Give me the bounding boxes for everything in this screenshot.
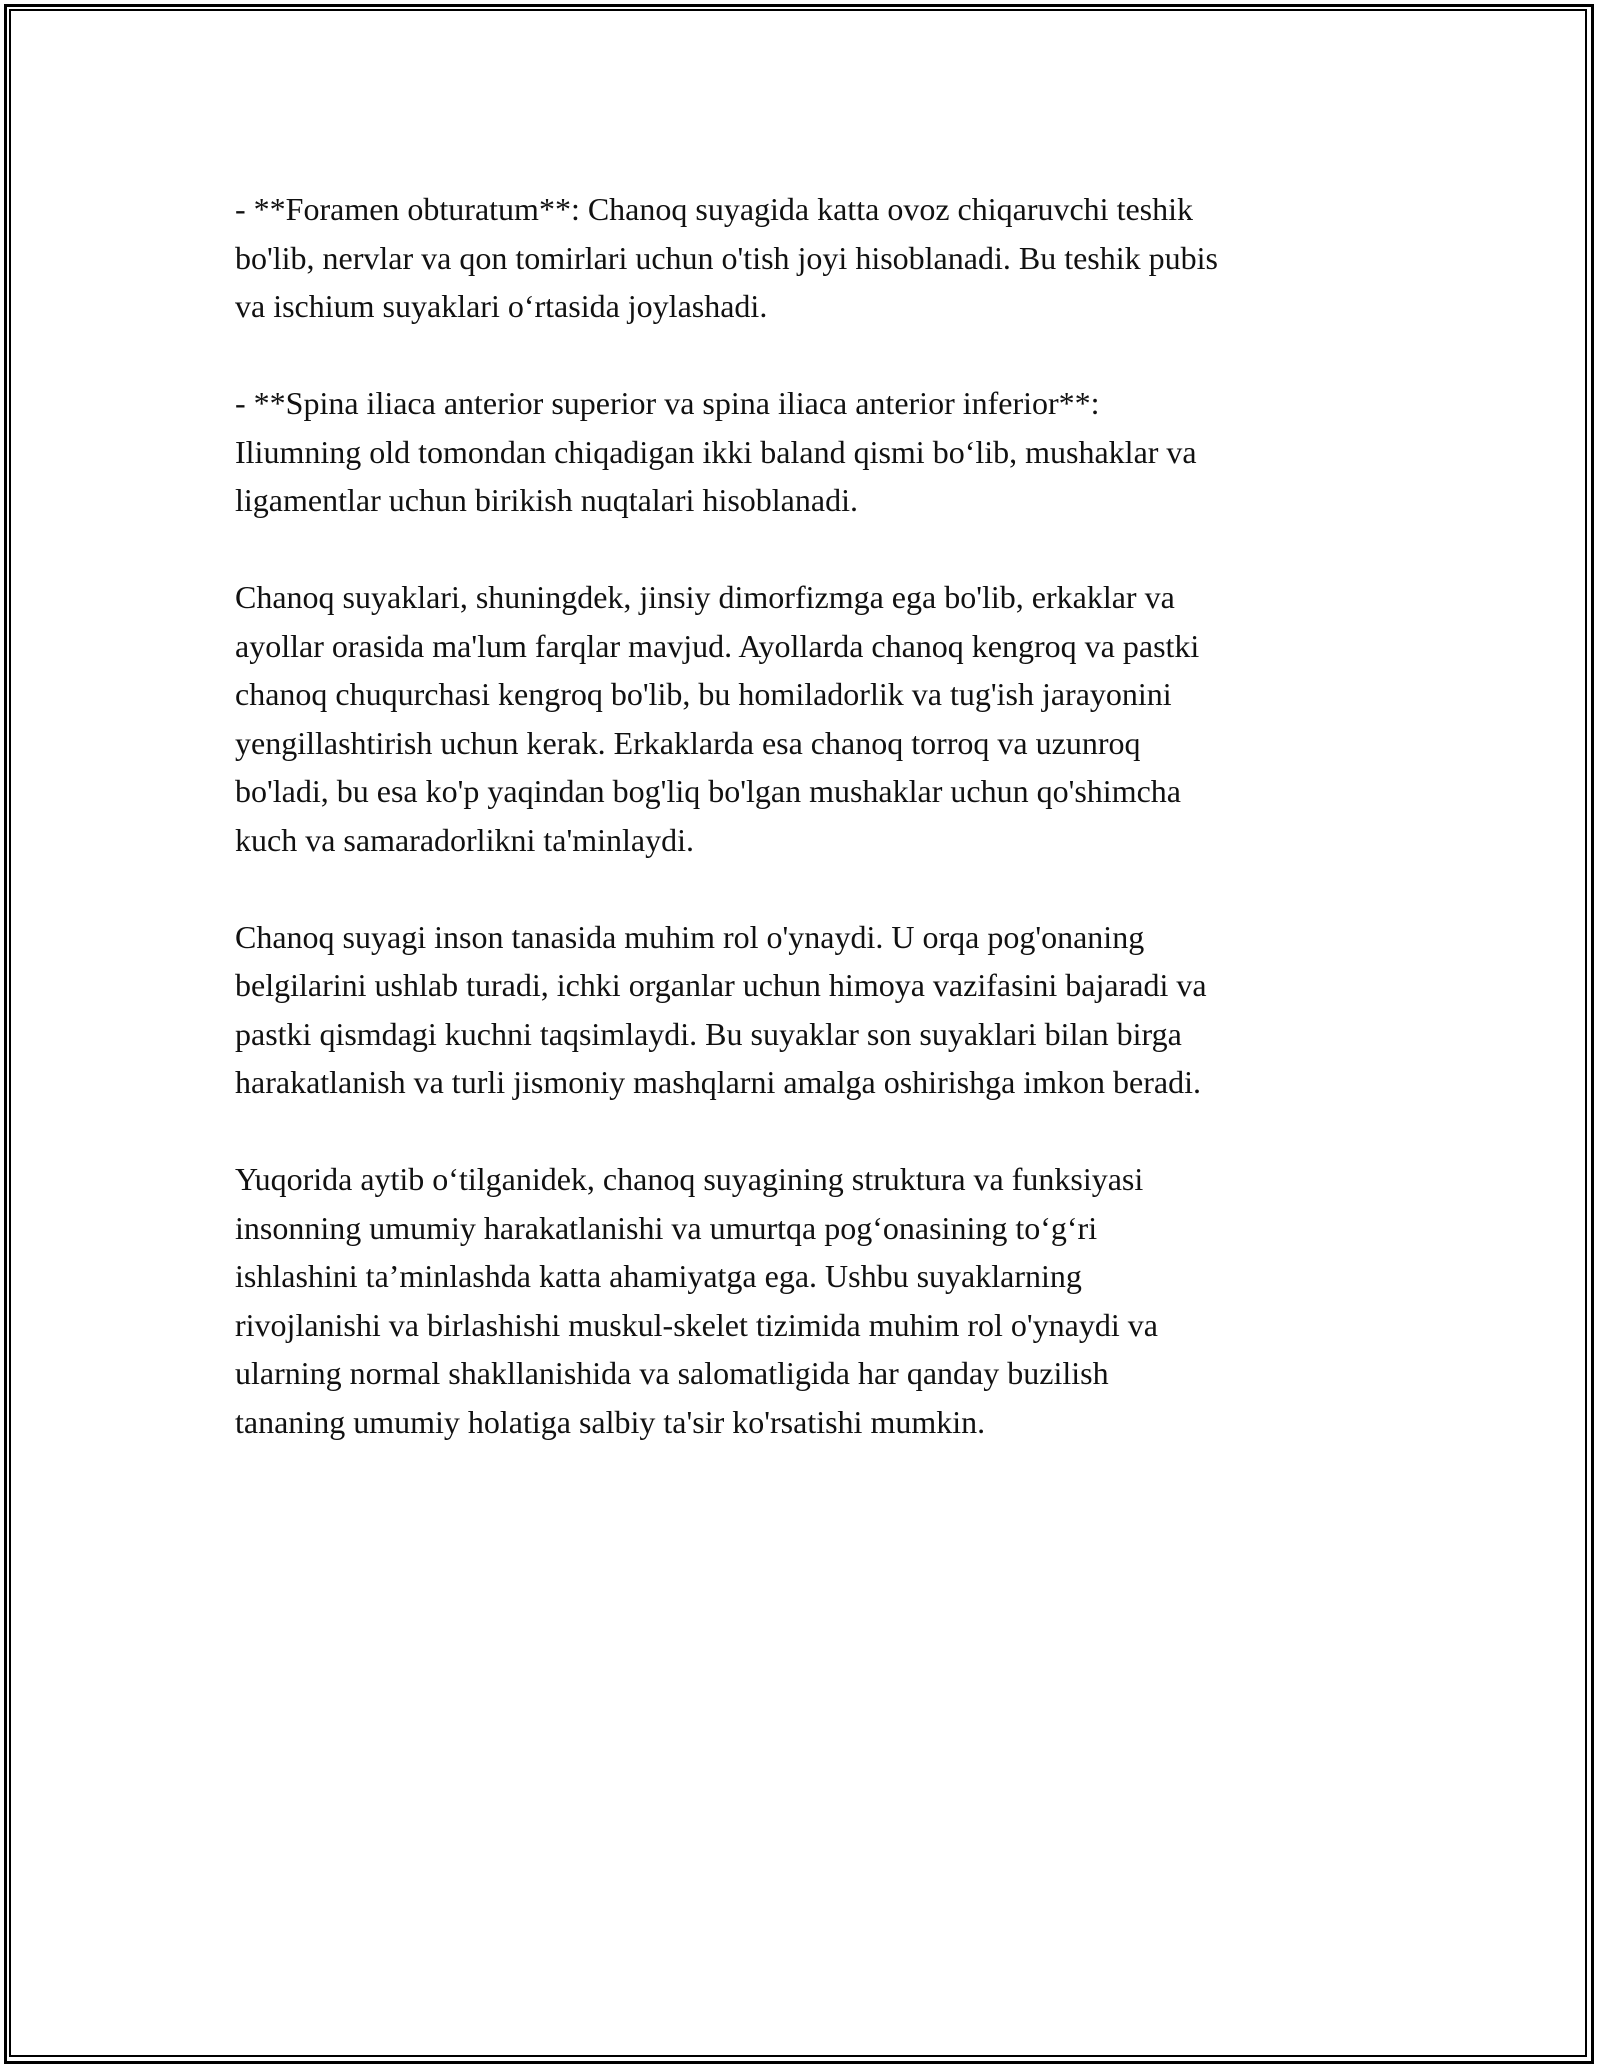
paragraph-foramen-obturatum: - **Foramen obturatum**: Chanoq suyagida katta ovoz chiqaruvchi teshik bo'lib, nervlar va qon tomirlari uchun o'tish joyi hisoblanadi. Bu teshik pubis va ischium suyaklari o‘rtasida joylashadi.	[235, 191, 1218, 324]
paragraph-sexual-dimorphism: Chanoq suyaklari, shuningdek, jinsiy dimorfizmga ega bo'lib, erkaklar va ayollar orasida ma'lum farqlar mavjud. Ayollarda chanoq kengroq va pastki chanoq chuqurchasi kengroq bo'lib, bu homiladorlik va tug'ish jarayonini yengillashtirish uchun kerak. Erkaklarda esa chanoq torroq va uzunroq bo'ladi, bu esa ko'p yaqindan bog'liq bo'lgan mushaklar uchun qo'shimcha kuch va samaradorlikni ta'minlaydi.	[235, 579, 1200, 858]
document-body	[235, 185, 1375, 1495]
paragraph-spina-iliaca: - **Spina iliaca anterior superior va spina iliaca anterior inferior**: Iliumning old tomondan chiqadigan ikki baland qismi bo‘lib, mushaklar va ligamentlar uchun birikish nuqtalari hisoblanadi.	[235, 385, 1197, 518]
paragraph-pelvis-role: Chanoq suyagi inson tanasida muhim rol o'ynaydi. U orqa pog'onaning belgilarini ushlab turadi, ichki organlar uchun himoya vazifasini bajaradi va pastki qismdagi kuchni taqsimlaydi. Bu suyaklar son suyaklari bilan birga harakatlanish va turli jismoniy mashqlarni amalga oshirishga imkon beradi.	[235, 918, 1207, 1100]
paragraph-conclusion: Yuqorida aytib o‘tilganidek, chanoq suyagining struktura va funksiyasi insonning umumiy harakatlanishi va umurtqa pog‘onasining to‘g‘ri ishlashini ta’minlashda katta ahamiyatga ega. Ushbu suyaklarning rivojlanishi va birlashishi muskul-skelet tizimida muhim rol o'ynaydi va ularning normal shakllanishida va salomatligida har qanday buzilish tananing umumiy holatiga salbiy ta'sir ko'rsatishi mumkin.	[235, 1161, 1158, 1440]
